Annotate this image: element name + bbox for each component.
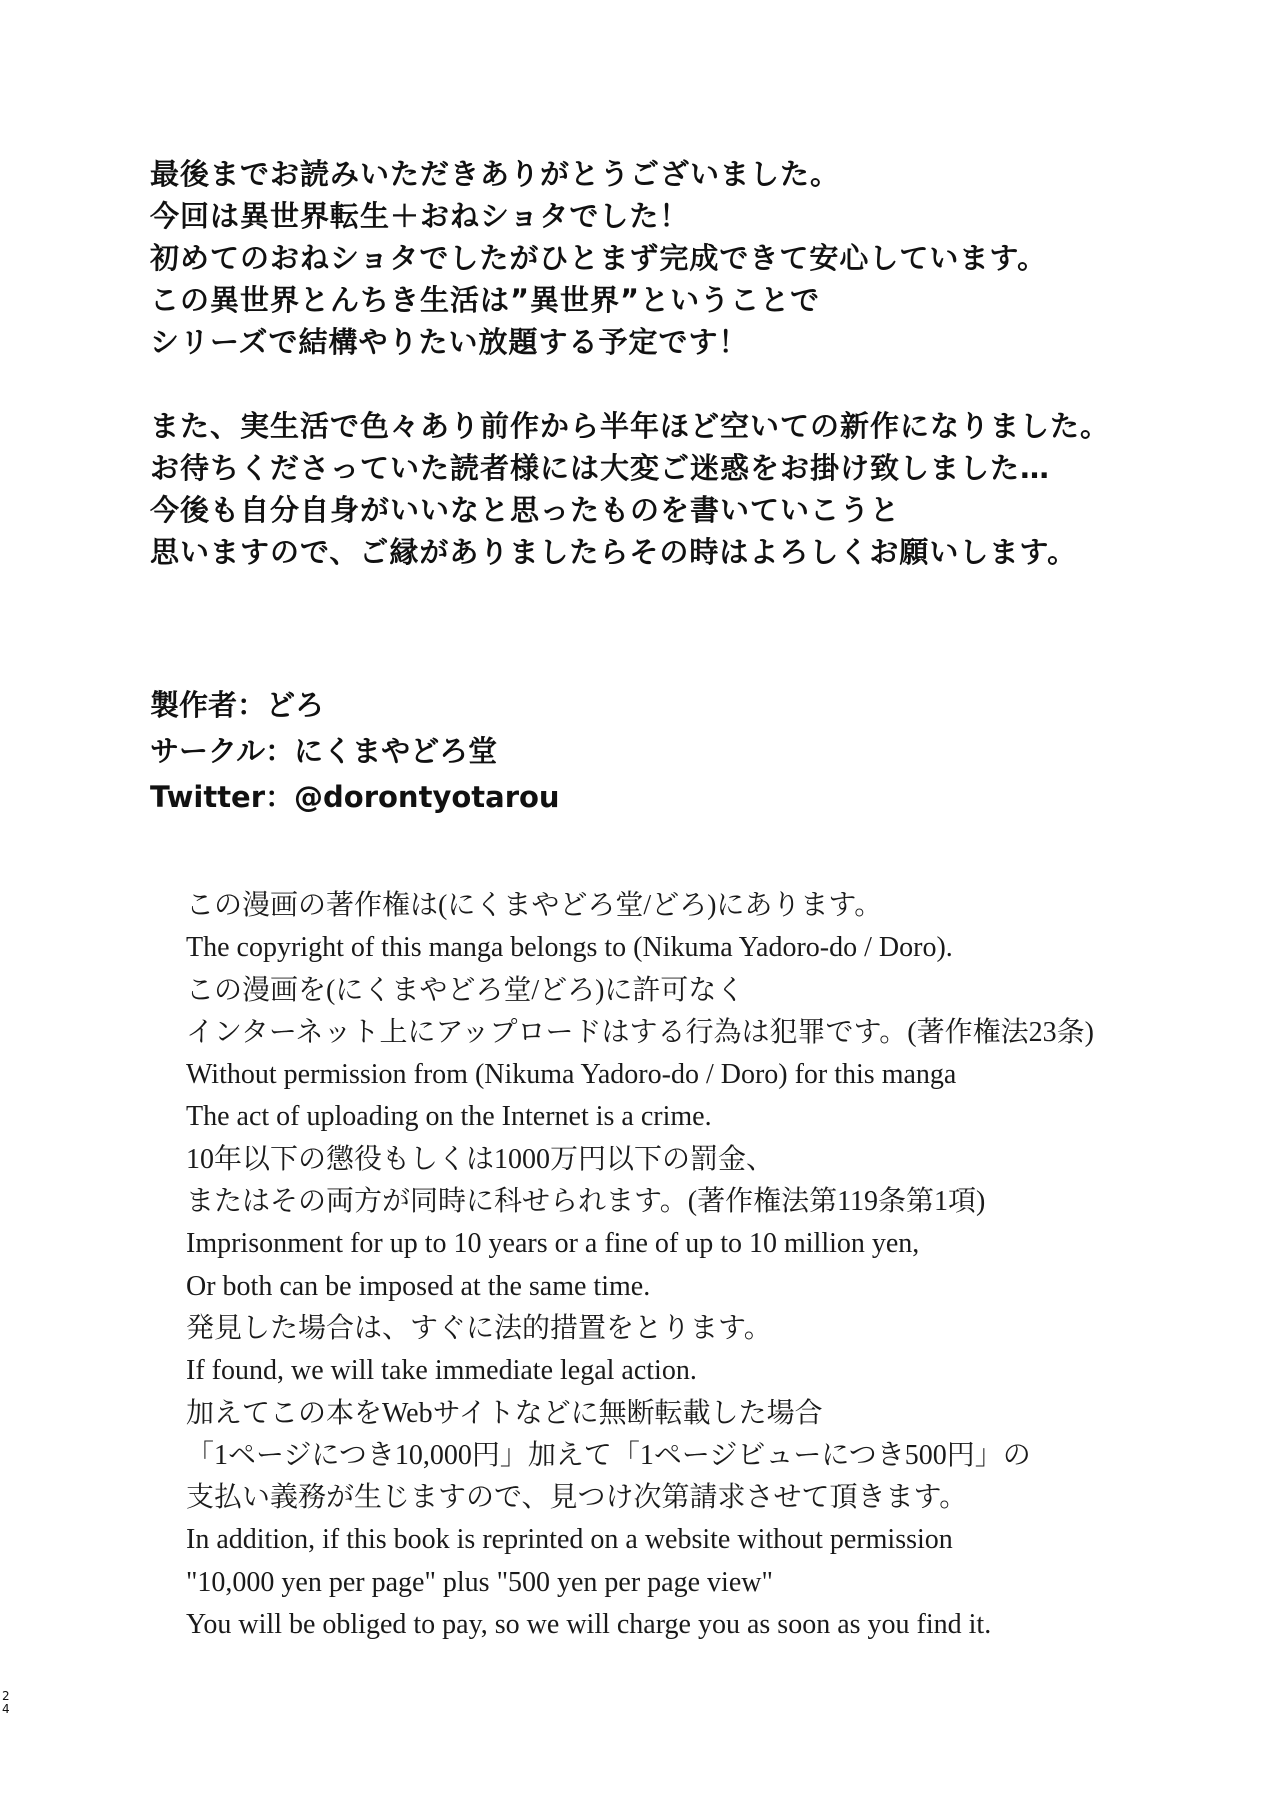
afterword-line: シリーズで結構やりたい放題する予定です！ <box>150 325 749 359</box>
notice-line: You will be obliged to pay, so we will charge you as soon as you find it. <box>186 1609 992 1641</box>
notice-line: 支払い義務が生じますので、見つけ次第請求させて頂きます。 <box>186 1482 968 1514</box>
notice-line: またはその両方が同時に科せられます。(著作権法第119条第1項) <box>186 1186 986 1218</box>
credits-block <box>150 682 1050 820</box>
afterword-line: 初めてのおねショタでしたがひとまず完成できて安心しています。 <box>150 241 1048 275</box>
notice-line: インターネット上にアップロードはする行為は犯罪です。(著作権法23条) <box>186 1016 1094 1048</box>
notice-line: The act of uploading on the Internet is a crime. <box>186 1101 712 1133</box>
copyright-notice <box>186 885 1186 1646</box>
afterword-line: 思いますので、ご縁がありましたらその時はよろしくお願いします。 <box>150 535 1078 569</box>
circle-credit: サークル：にくまやどろ堂 <box>150 734 498 768</box>
notice-line: "10,000 yen per page" plus "500 yen per page view" <box>186 1566 773 1598</box>
notice-line: 「1ページにつき10,000円」加えて「1ページビューにつき500円」の <box>186 1439 1031 1471</box>
notice-line: この漫画を(にくまやどろ堂/どろ)に許可なく <box>186 974 745 1006</box>
notice-line: 10年以下の懲役もしくは1000万円以下の罰金、 <box>186 1143 775 1175</box>
afterword-line: 今後も自分自身がいいなと思ったものを書いていこうと <box>150 493 901 527</box>
notice-line: Without permission from (Nikuma Yadoro-do / Doro) for this manga <box>186 1059 957 1091</box>
author-credit: 製作者：どろ <box>150 688 325 722</box>
afterword-line: また、実生活で色々あり前作から半年ほど空いての新作になりました。 <box>150 409 1111 443</box>
afterword-line: 今回は異世界転生＋おねショタでした！ <box>150 199 690 233</box>
twitter-handle: Twitter：@dorontyotarou <box>150 780 560 814</box>
notice-line: 加えてこの本をWebサイトなどに無断転載した場合 <box>186 1397 823 1429</box>
notice-line: If found, we will take immediate legal action. <box>186 1355 697 1387</box>
afterword-line: この異世界とんちき生活は”異世界”ということで <box>150 283 821 317</box>
afterword-message <box>150 153 1210 573</box>
notice-line: The copyright of this manga belongs to (Nikuma Yadoro-do / Doro). <box>186 932 953 964</box>
notice-line: In addition, if this book is reprinted on a website without permission <box>186 1524 953 1556</box>
notice-line: この漫画の著作権は(にくまやどろ堂/どろ)にあります。 <box>186 890 883 921</box>
afterword-line: 最後までお読みいただきありがとうございました。 <box>150 157 841 191</box>
page-number: 24 <box>2 1689 10 1716</box>
notice-line: Or both can be imposed at the same time. <box>186 1270 651 1302</box>
afterword-line: お待ちくださっていた読者様には大変ご迷惑をお掛け致しました… <box>150 451 1051 485</box>
notice-line: 発見した場合は、すぐに法的措置をとります。 <box>186 1312 772 1344</box>
notice-line: Imprisonment for up to 10 years or a fine of up to 10 million yen, <box>186 1228 920 1260</box>
